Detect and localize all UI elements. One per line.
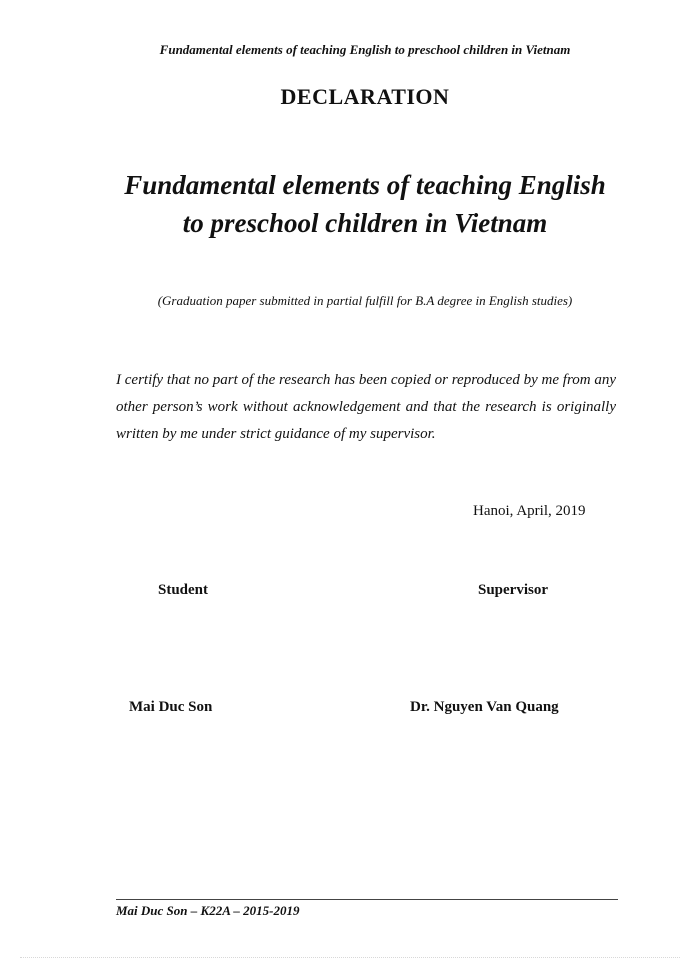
paper-title-line-1: Fundamental elements of teaching English [124, 170, 606, 200]
student-name: Mai Duc Son [129, 699, 213, 715]
page-bottom-edge [20, 957, 680, 958]
place-and-date: Hanoi, April, 2019 [473, 503, 586, 519]
certification-statement: I certify that no part of the research has been copied or reproduced by me from any other person’s work without acknowledgement and that the research is originally written by me under strict guidance of my supervisor. [116, 372, 616, 442]
footer-divider [116, 899, 618, 900]
paper-subtitle: (Graduation paper submitted in partial fulfill for B.A degree in English studies) [157, 293, 573, 308]
paper-title [0, 166, 700, 242]
footer-text: Mai Duc Son – K22A – 2015-2019 [116, 903, 300, 918]
supervisor-name: Dr. Nguyen Van Quang [410, 699, 559, 715]
paper-title-line-2: to preschool children in Vietnam [182, 208, 548, 238]
declaration-heading: DECLARATION [280, 84, 450, 109]
student-label: Student [158, 582, 209, 598]
running-header: Fundamental elements of teaching English to preschool children in Vietnam [159, 42, 571, 57]
supervisor-label: Supervisor [478, 582, 549, 598]
